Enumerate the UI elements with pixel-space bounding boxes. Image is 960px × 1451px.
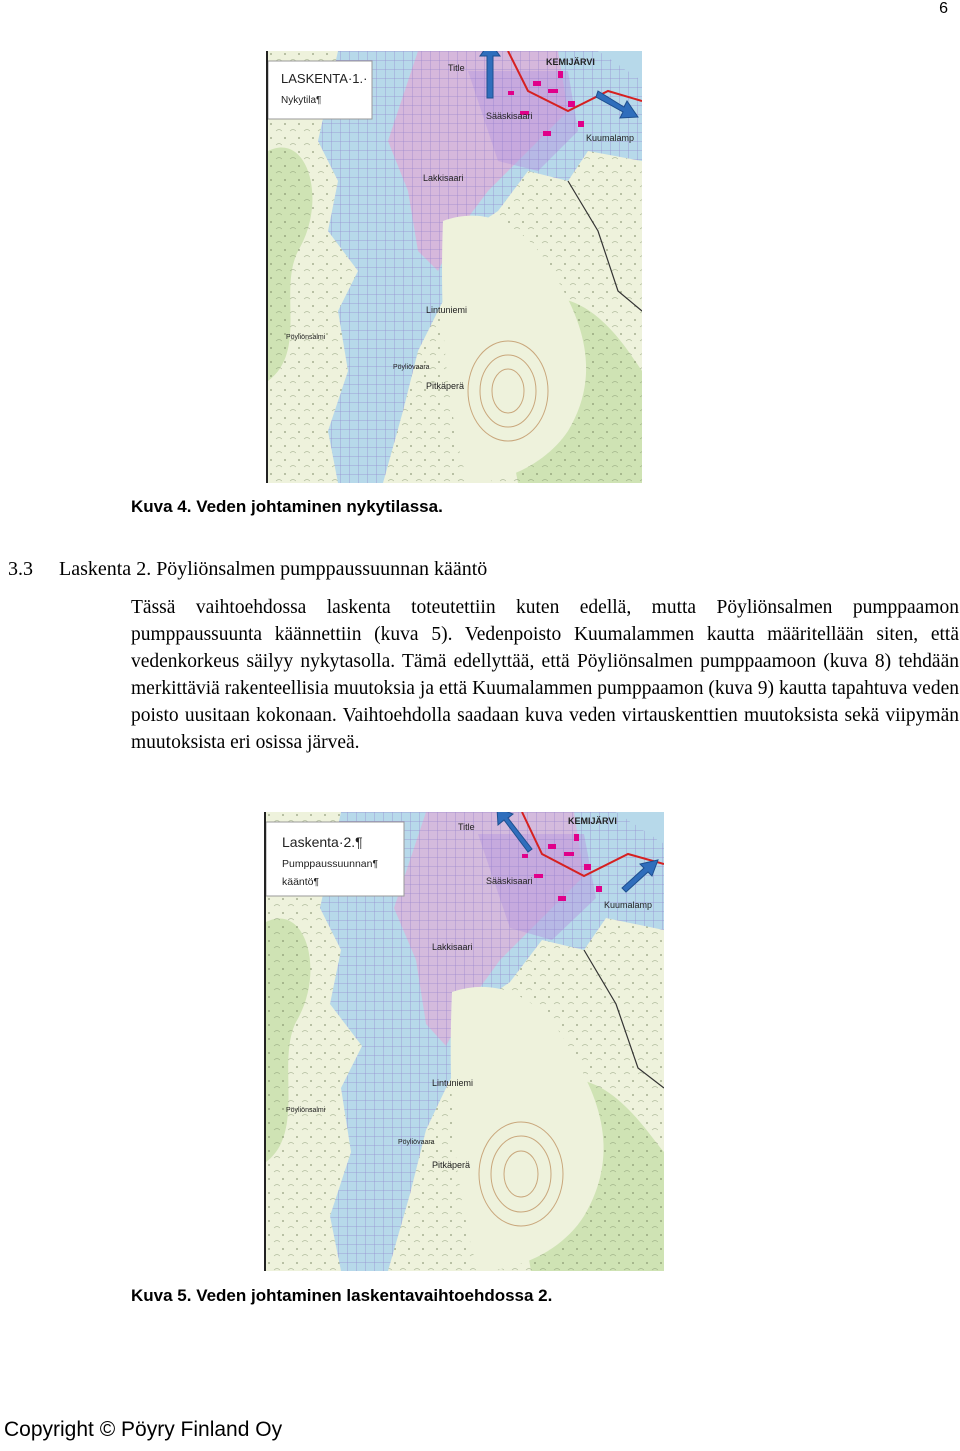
section-title: Laskenta 2. Pöyliönsalmen pumppaussuunnan kääntö [59, 558, 488, 580]
legend-subtitle: Nykytila¶ [281, 95, 322, 106]
map-label-kuumalampi: Kuumalamp [586, 133, 635, 143]
map-label-lakkisaari-2: Lakkisaari [432, 942, 473, 952]
map-label-lakkisaari: Lakkisaari [423, 173, 464, 183]
footer-copyright: Copyright © Pöyry Finland Oy [4, 1418, 283, 1441]
legend-title-2: Laskenta·2.¶ [282, 834, 363, 850]
map-label-saaskisaari: Sääskisaari [486, 111, 533, 121]
map-label-poylionsalmi-2: Pöyliönsalmi [286, 1107, 326, 1114]
figure-caption-2: Kuva 5. Veden johtaminen laskentavaihtoehdossa 2. [131, 1286, 553, 1305]
map-label-pitkapera-2: Pitkäperä [432, 1160, 471, 1170]
map-label-lintuniemi-2: Lintuniemi [432, 1078, 474, 1088]
map-label-poyliovaara: Pöyliövaara [393, 364, 430, 371]
map-figure-2 [264, 812, 664, 1271]
map-label-lintuniemi: Lintuniemi [426, 305, 468, 315]
legend-title: LASKENTA·1.· [281, 71, 368, 86]
map-label-poylionsalmi: Pöyliönsalmi [286, 334, 326, 341]
map-label-saaskisaari-2: Sääskisaari [486, 876, 533, 886]
legend-line-2: Pumppaussuunnan¶ [282, 858, 379, 870]
map-label-poyliovaara-2: Pöyliövaara [398, 1139, 435, 1146]
map-label-kemijarvi: KEMIJÄRVI [546, 57, 595, 67]
map-label-title-2: Title [458, 822, 475, 832]
map-label-kuumalampi-2: Kuumalamp [604, 900, 653, 910]
map-label-title: Title [448, 63, 465, 73]
body-paragraph: Tässä vaihtoehdossa laskenta toteutettiin kuten edellä, mutta Pöyliönsalmen pumppaamon pumppaussuunta käännettiin (kuva 5). Vedenpoisto Kuumalammen kautta määritellään siten, että vedenkorkeus säilyy nykytasolla. Tämä edellyttää, että Pöyliönsalmen pumppaamoon (kuva 8) tehdään merkittäviä rakenteellisia muutoksia ja että Kuumalammen pumppaamon (kuva 9) kautta tapahtuva veden poisto uusitaan kokonaan. Vaihtoehdolla saadaan kuva veden virtauskenttien muutoksista sekä viipymän muutoksista eri osissa järveä. [131, 597, 959, 753]
page-number: 6 [939, 0, 948, 17]
legend-line-3: kääntö¶ [282, 876, 320, 888]
map-figure-1 [266, 51, 642, 483]
map-label-pitkapera: Pitkäperä [426, 381, 465, 391]
section-heading [8, 558, 487, 581]
figure-caption-1: Kuva 4. Veden johtaminen nykytilassa. [131, 497, 443, 516]
section-number: 3.3 [8, 558, 33, 580]
map-label-kemijarvi-2: KEMIJÄRVI [568, 816, 617, 826]
